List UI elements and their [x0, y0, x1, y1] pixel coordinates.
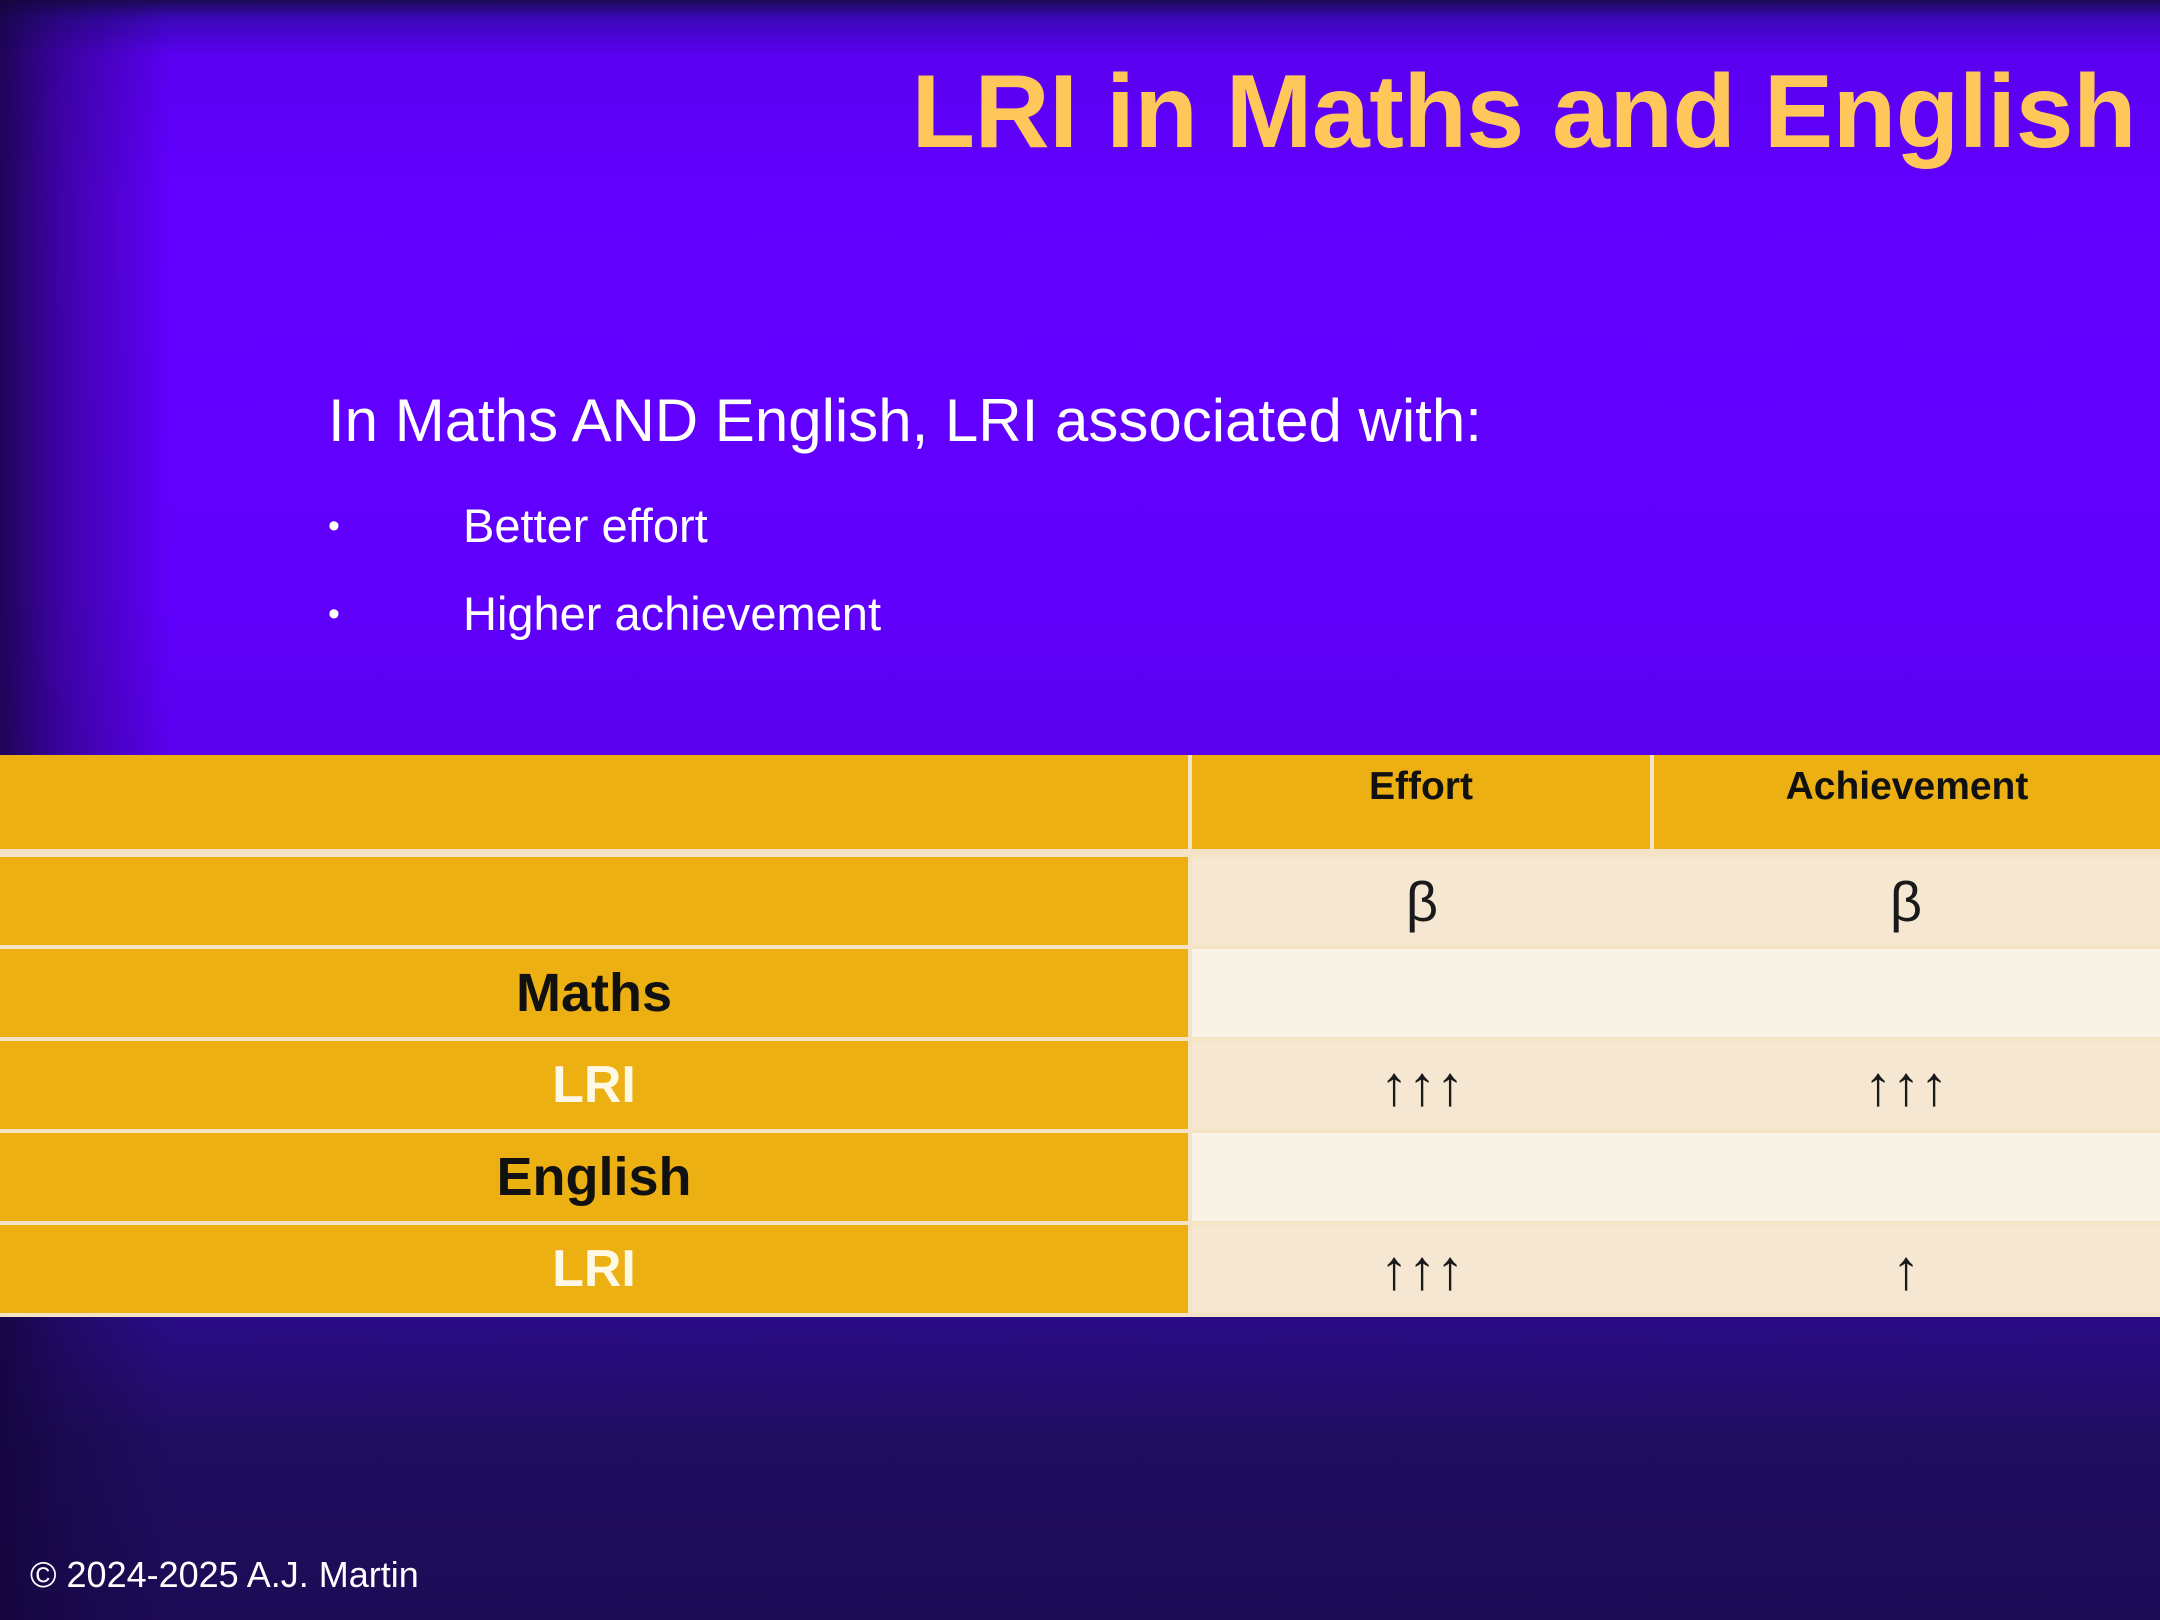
table-header-row [0, 755, 2160, 853]
effort-cell [1190, 947, 1652, 1039]
achievement-cell [1652, 1131, 2160, 1223]
row-label-english: English [0, 1131, 1190, 1223]
effort-cell: ↑↑↑ [1190, 1223, 1652, 1315]
effort-cell: ↑↑↑ [1190, 1039, 1652, 1131]
row-label-lri: LRI [0, 1039, 1190, 1131]
table-corner-cell [0, 755, 1190, 853]
table-row [0, 1039, 2160, 1131]
effort-cell: β [1190, 853, 1652, 947]
bullet-marker: • [328, 507, 340, 545]
table-row [0, 1131, 2160, 1223]
achievement-cell [1652, 947, 2160, 1039]
bullet-marker: • [328, 595, 340, 633]
effort-cell [1190, 1131, 1652, 1223]
slide-title: LRI in Maths and English [911, 54, 2136, 170]
table-row [0, 853, 2160, 947]
achievement-cell: ↑↑↑ [1652, 1039, 2160, 1131]
table-row [0, 947, 2160, 1039]
bullet-text: Better effort [463, 499, 708, 552]
bullet-text: Higher achievement [463, 587, 881, 640]
table-row [0, 1223, 2160, 1315]
intro-text: In Maths AND English, LRI associated with: [328, 387, 1482, 454]
achievement-cell: ↑ [1652, 1223, 2160, 1315]
column-header-achievement: Achievement [1652, 755, 2160, 853]
row-label-lri: LRI [0, 1223, 1190, 1315]
row-label [0, 853, 1190, 947]
column-header-effort: Effort [1190, 755, 1652, 853]
row-label-maths: Maths [0, 947, 1190, 1039]
results-table [0, 755, 2160, 1317]
copyright-notice: © 2024-2025 A.J. Martin [30, 1554, 419, 1595]
achievement-cell: β [1652, 853, 2160, 947]
